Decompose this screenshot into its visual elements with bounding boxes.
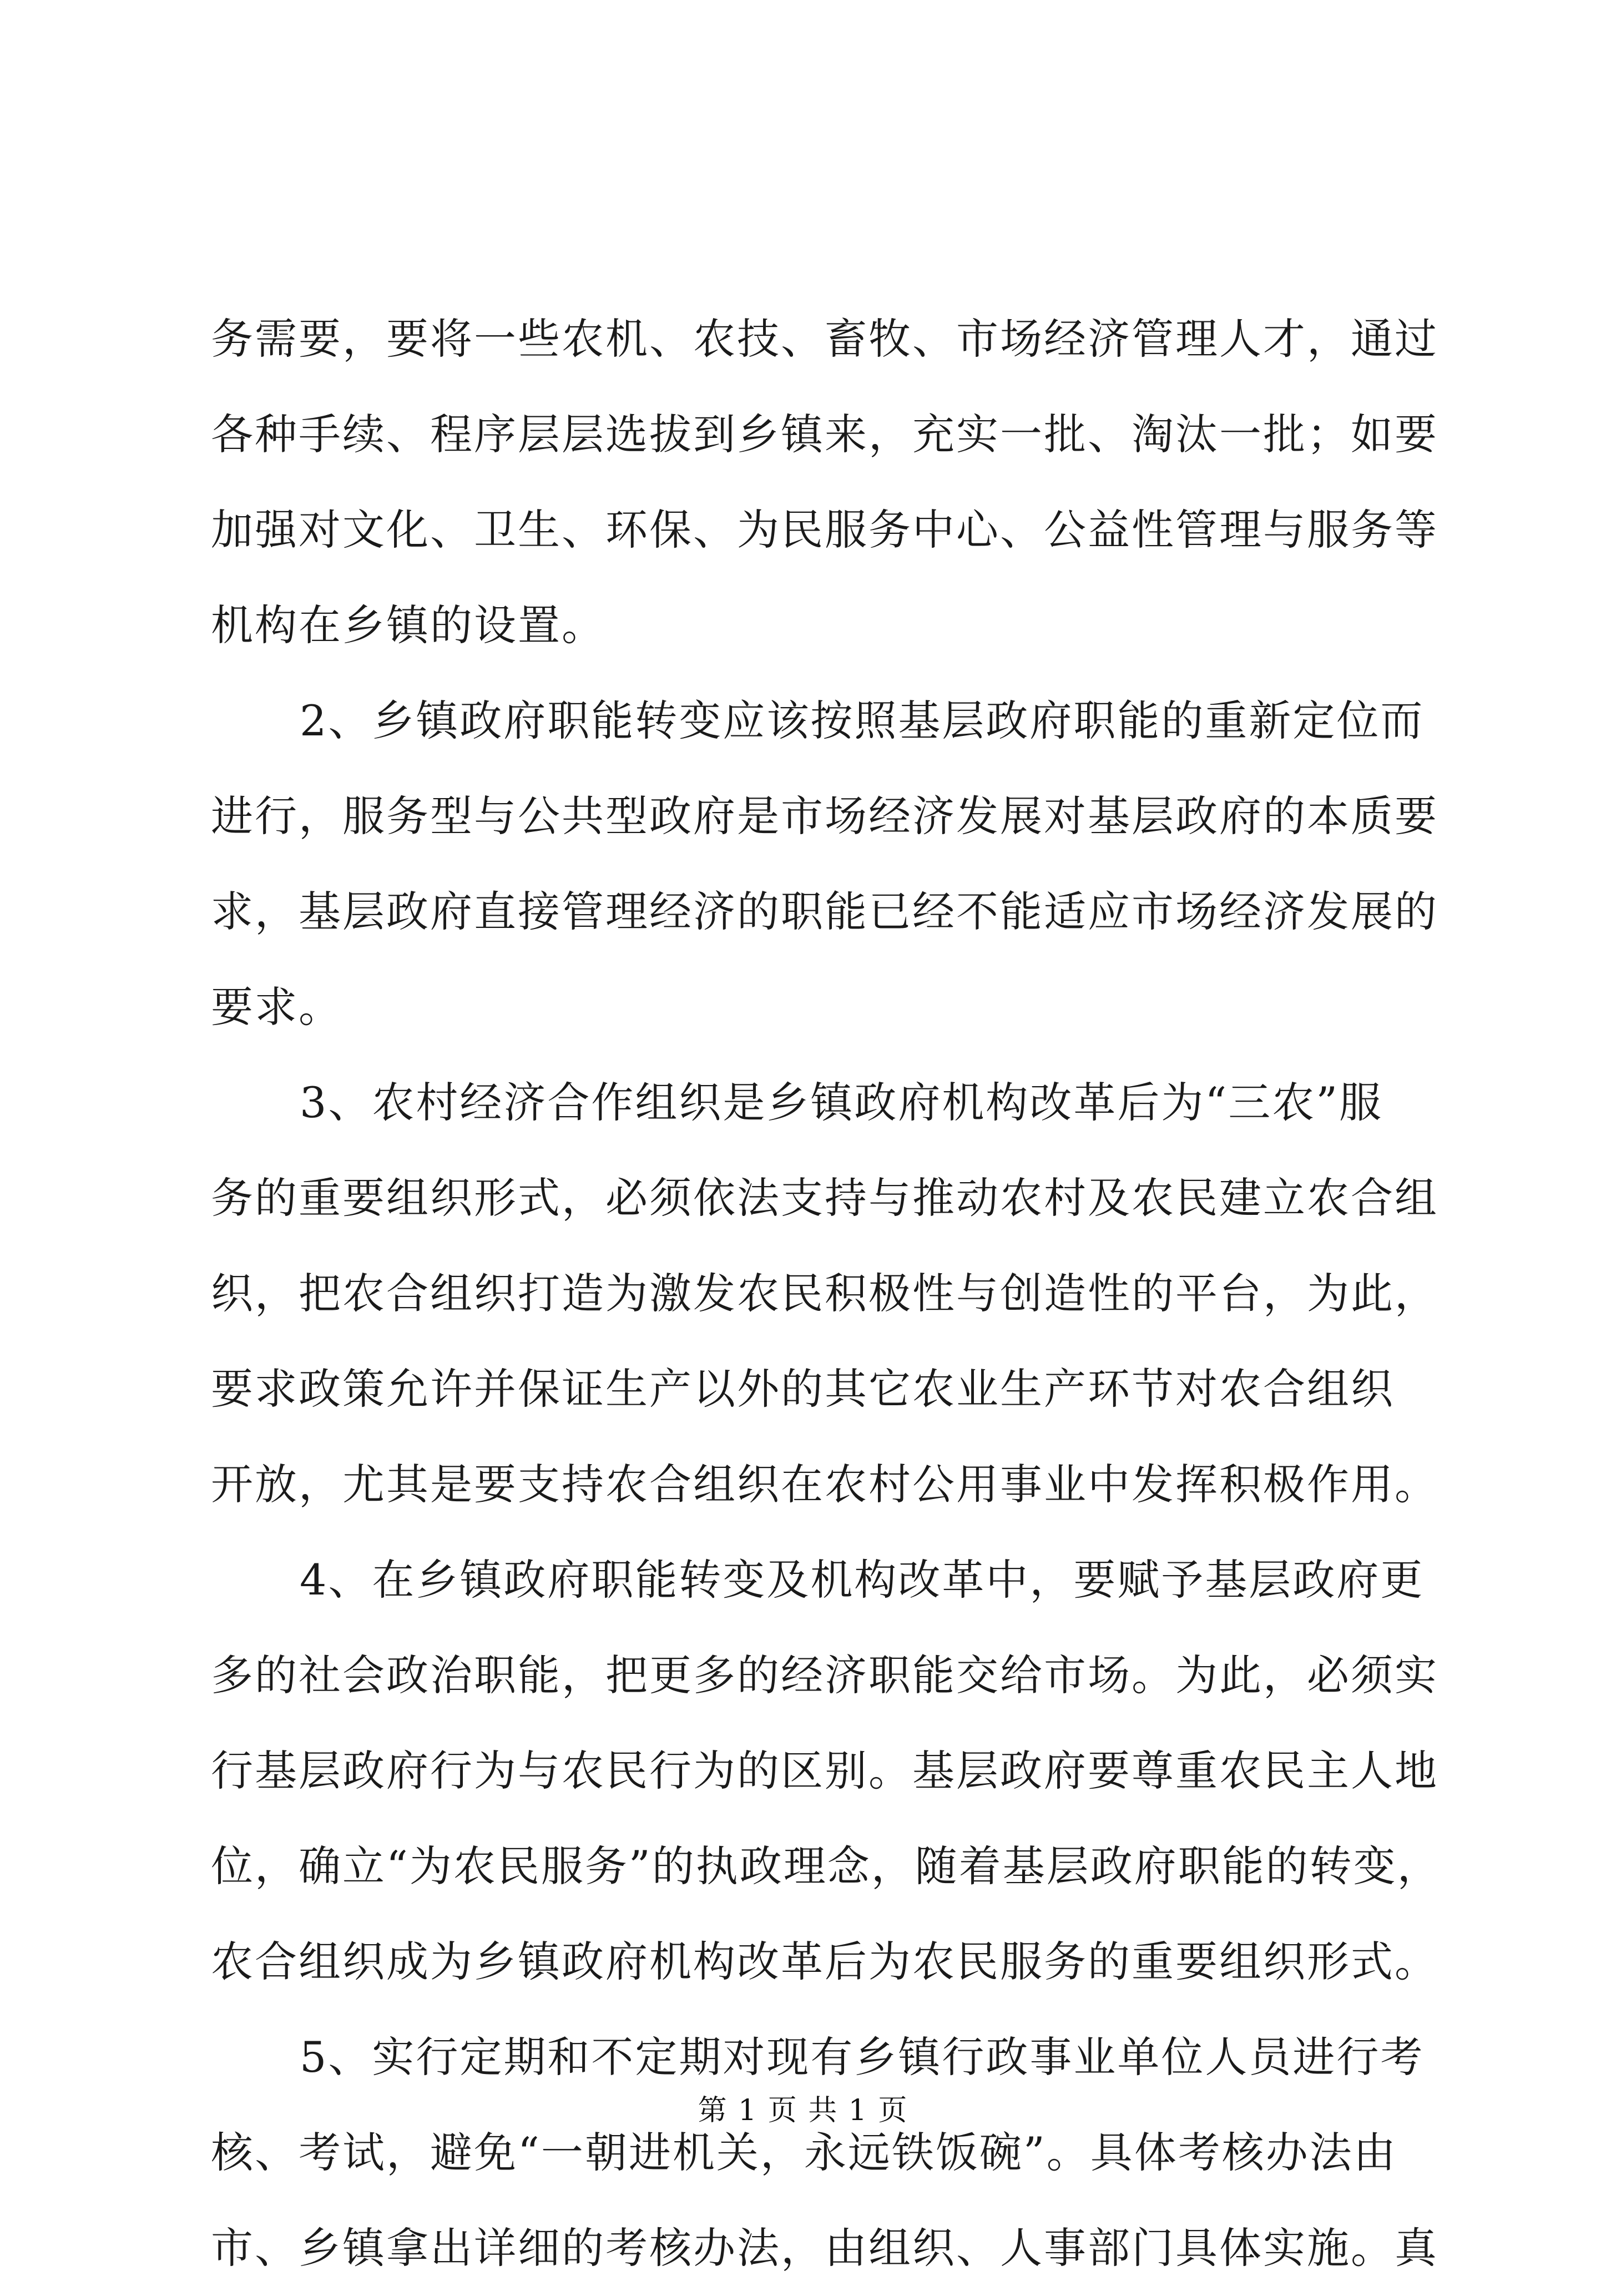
text-line: 加强对文化、卫生、环保、为民服务中心、公益性管理与服务等 <box>211 505 1438 554</box>
text-line: 务需要，要将一些农机、农技、畜牧、市场经济管理人才，通过 <box>211 314 1438 364</box>
text-line: 行基层政府行为与农民行为的区别。基层政府要尊重农民主人地 <box>211 1746 1438 1795</box>
text-line: 3、农村经济合作组织是乡镇政府机构改革后为“三农”服 <box>300 1078 1383 1127</box>
text-line: 进行，服务型与公共型政府是市场经济发展对基层政府的本质要 <box>211 791 1438 841</box>
text-line: 多的社会政治职能，把更多的经济职能交给市场。为此，必须实 <box>211 1651 1438 1700</box>
text-line: 5、实行定期和不定期对现有乡镇行政事业单位人员进行考 <box>300 2032 1425 2082</box>
text-line: 开放，尤其是要支持农合组织在农村公用事业中发挥积极作用。 <box>211 1460 1438 1509</box>
text-line: 市、乡镇拿出详细的考核办法，由组织、人事部门具体实施。真 <box>211 2223 1438 2273</box>
text-line: 要求。 <box>211 982 342 1032</box>
text-line: 各种手续、程序层层选拔到乡镇来，充实一批、淘汰一批；如要 <box>211 410 1438 459</box>
text-line: 求，基层政府直接管理经济的职能已经不能适应市场经济发展的 <box>211 887 1438 936</box>
page-footer: 第 1 页 共 1 页 <box>698 2094 908 2127</box>
document-body <box>211 291 1441 2296</box>
text-line: 要求政策允许并保证生产以外的其它农业生产环节对农合组织 <box>211 1364 1395 1414</box>
text-line: 4、在乡镇政府职能转变及机构改革中，要赋予基层政府更 <box>300 1555 1425 1604</box>
text-line: 务的重要组织形式，必须依法支持与推动农村及农民建立农合组 <box>211 1173 1438 1223</box>
text-line: 核、考试，避免“一朝进机关，永远铁饭碗”。具体考核办法由 <box>211 2128 1397 2177</box>
text-line: 位，确立“为农民服务”的执政理念，随着基层政府职能的转变， <box>211 1841 1441 1891</box>
text-line: 农合组织成为乡镇政府机构改革后为农民服务的重要组织形式。 <box>211 1937 1438 1986</box>
text-line: 2、乡镇政府职能转变应该按照基层政府职能的重新定位而 <box>300 696 1425 745</box>
text-line: 织，把农合组织打造为激发农民积极性与创造性的平台，为此， <box>211 1269 1438 1318</box>
text-line: 机构在乡镇的设置。 <box>211 601 605 650</box>
